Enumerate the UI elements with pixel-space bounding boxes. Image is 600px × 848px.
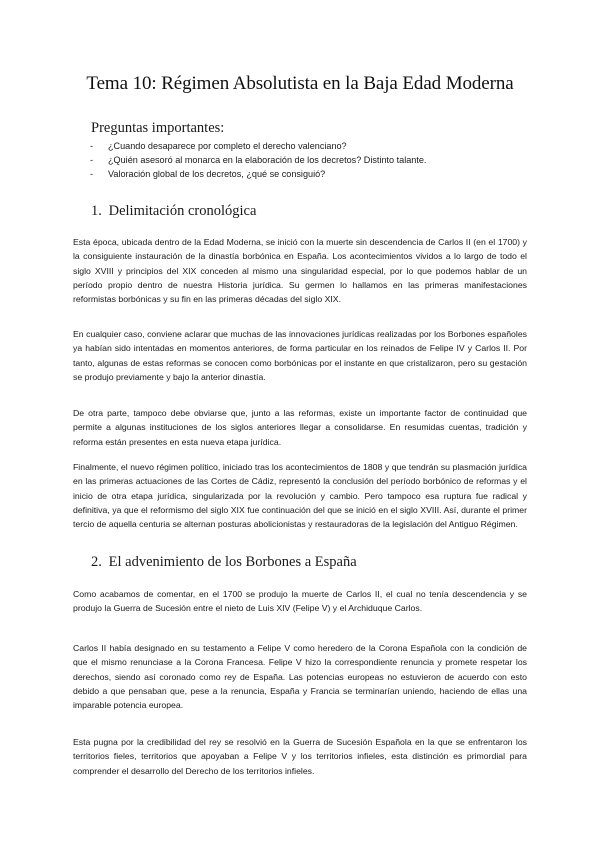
questions-block [91, 120, 531, 182]
bullet-dash: - [90, 169, 94, 180]
bullet-dash: - [90, 141, 94, 151]
section-number: 1. [91, 203, 102, 219]
paragraph: De otra parte, tampoco debe obviarse que, junto a las reformas, existe un importante factor de continuidad que permite a algunas instituciones de los siglos anteriores llegar a consolidarse. En resumidas cuentas, tradición y reforma están presentes en esta nueva etapa jurídica. [73, 408, 527, 447]
section-title-text: El advenimiento de los Borbones a España [108, 554, 357, 570]
question-text: ¿Quién asesoró al monarca en la elaboración de los decretos? Distinto talante. [108, 155, 427, 166]
paragraph: Esta pugna por la credibilidad del rey se resolvió en la Guerra de Sucesión Española en la que se enfrentaron los territorios fieles, territorios que apoyaban a Felipe V y los territorios infieles, esta distinción es primordial para comprender el desarrollo del Derecho de los territorios infieles. [73, 737, 527, 776]
question-text: Valoración global de los decretos, ¿qué se consiguió? [108, 169, 326, 180]
section-1-heading [91, 203, 256, 220]
list-item [91, 153, 531, 167]
paragraph: En cualquier caso, conviene aclarar que muchas de las innovaciones jurídicas realizadas por los Borbones españoles ya habían sido intentadas en momentos anteriores, de forma particular en los reinados de Felipe IV y Carlos II. Por tanto, algunas de estas reformas se conocen como borbónicas por el instante en que cristalizaron, pero su gestación se produjo previamente y bajo la anterior dinastía. [73, 329, 527, 382]
paragraph: Esta época, ubicada dentro de la Edad Moderna, se inició con la muerte sin descendencia de Carlos II (en el 1700) y la consiguiente instauración de la dinastía borbónica en España. Los acontecimientos vividos a lo largo de todo el siglo XVIII y principios del XIX conceden al mismo una singularidad especial, por lo que podemos hablar de un período propio dentro de nuestra Historia jurídica. Su germen lo hallamos en las primeras manifestaciones reformistas borbónicas y su fin en las primeras décadas del siglo XIX. [73, 237, 527, 305]
list-item [91, 139, 531, 153]
section-title-text: Delimitación cronológica [108, 203, 257, 219]
questions-heading: Preguntas importantes: [91, 120, 225, 136]
questions-list [91, 139, 531, 182]
question-text: ¿Cuando desaparece por completo el derecho valenciano? [108, 141, 347, 151]
section-number: 2. [91, 554, 102, 570]
paragraph: Como acabamos de comentar, en el 1700 se produjo la muerte de Carlos II, el cual no tenía descendencia y se produjo la Guerra de Sucesión entre el nieto de Luis XIV (Felipe V) y el Archiduque Carlos. [73, 589, 527, 614]
paragraph: Finalmente, el nuevo régimen político, iniciado tras los acontecimientos de 1808 y que tendrán su plasmación jurídica en las primeras actuaciones de las Cortes de Cádiz, representó la conclusión del período borbónico de reformas y el inicio de otra etapa jurídica, singularizada por la revolución y cambio. Pero tampoco esa ruptura fue radical y definitiva, ya que el reformismo del siglo XIX fue continuación del que se inició en el siglo XVIII. Así, durante el primer tercio de aquella centuria se alternan posturas abolicionistas y restauradoras de la legislación del Antiguo Régimen. [73, 462, 527, 530]
section-2-heading [91, 554, 357, 571]
list-item [91, 167, 531, 181]
bullet-dash: - [90, 155, 94, 166]
document-title: Tema 10: Régimen Absolutista en la Baja Edad Moderna [86, 73, 514, 94]
paragraph: Carlos II había designado en su testamento a Felipe V como heredero de la Corona Española con la condición de que el mismo renunciase a la Corona Francesa. Felipe V hizo la correspondiente renuncia y promete respetar los derechos, siendo así coronado como rey de España. Las potencias europeas no estuvieron de acuerdo con esto debido a que pensaban que, pese a la renuncia, España y Francia se terminarían uniendo, haciendo de ellas una imparable potencia europea. [73, 643, 527, 711]
